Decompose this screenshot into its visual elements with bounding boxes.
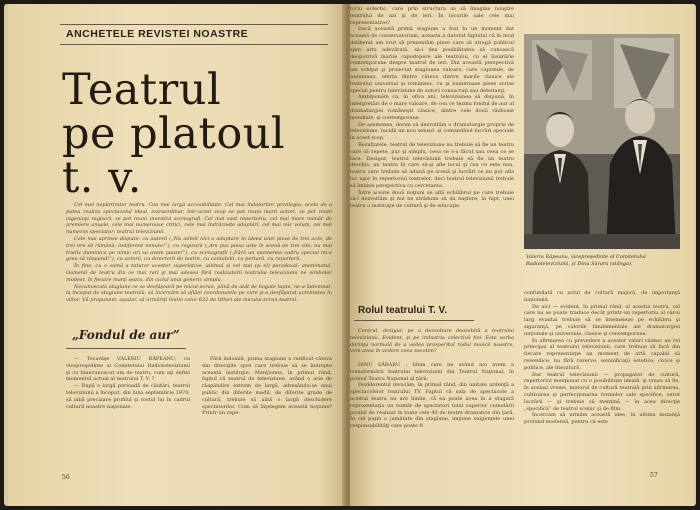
paragraph: Centrul, desigur, pe a dezvoltare deosebită a teatrului televiziunii. Evident, şi pe industria colectivă fiei. Este vorba dorinţa normală de a vedea prosperitul rodul muncii noastre, vom avea în vedere ceea socotim? — [350, 328, 514, 355]
paragraph: toriu eclectic, care prin structura sa să îmagine noaştre teatrului de azi şi de ieri. În locurile sale cele mai reprezentative? — [350, 6, 514, 26]
paragraph: Dacă această primă stagiune a fost la un moment dat această de conservatorism, aceasta a datorat faptului că în mod deliberat am vrut să prezentăm piese care să atragă publicul spre arta adevărată, să-i dea posibilitatea să cunoască deopotrivă marile capodopere ale teatrului, cu el însurărie contemporane despre teatrul de ieri. Din această perspectivă am schiţat şi proiectat stagiunea valoare, care cuprinde, de asemenea, oferta dintre câteva dintre marile clasice ale teatrului universal şi românesc, cu şi numeroase piese scrise special pentru televiziune de autori consacraţi sau debutanţi. — [350, 26, 514, 94]
intro-paragraph: Cele mai aprinse dispute: cu autorii („Nu admit nici o adaptare în ideea unei piese de trei acte, de trei ore să rămână, indiferent minute!”), cu regizorii („Am pus piesa aste în scenă de trei zile, nu mai tradiv duminica pe nimic ori sa avem pauze!”), cu scenografii („Fără un asemenea cadru special mi-e greu să răspund!”), cu actorii, cu directorii de teatre, cu contabilii, cu portarii, cu reporterii. — [66, 235, 332, 263]
paragraph: Fără îndoială, prima stagiune a ratificat câteva din direcţiile spre care trebuie să se îndrepte această instituţie. Menţionez, în primul rând, faptul că teatrul de televiziune, având o arie de răspândire extrem de largă, adresându-se unui public din diferite medii, de diferite grade de cultură, trebuie să aibă o largă deschidere spectatorilor. Cum să înţelegem această noţiune? Printr-un repe- — [202, 356, 332, 417]
article-photo — [524, 34, 680, 249]
right-column-2 — [524, 290, 680, 426]
left-column-2 — [202, 356, 332, 417]
title-line-2: pe platoul — [62, 109, 286, 159]
paragraph: De aici — evident, în primul rând, al acestui teatru, cel care nu se poate traduce decât printr-un repertoriu al cărui larg evantai trebuie să se întemeieze pe echilibru şi siguranţă, pe valorile fundamentale ale dramaturgiei naţionale şi universale, clasice şi contemporane. — [524, 303, 680, 337]
paragraph: Încercăm să urmăm această idee, în ultima instanţă profund modernă, pentru că este — [524, 412, 680, 426]
section-rule — [66, 348, 186, 349]
right-column-1-bottom-cont — [350, 362, 514, 430]
photo-illustration — [524, 34, 680, 249]
paragraph: confundată cu actul de cultură majoră, de importanţă naţională. — [524, 290, 680, 303]
rubric-heading: ANCHETELE REVISTEI NOASTRE — [66, 28, 249, 40]
paragraph: — După o largă perioadă de căutări, teatrul televiziunii a început, din luna septembrie 1970, să aibă precizare profilul şi rostul lui în cadrul culturii noastre naţionale. — [66, 383, 190, 410]
magazine-spread — [4, 4, 696, 506]
paragraph: Rezultatele, teatrul de televiziune nu trebuie să fie un teatru care să repete, pur şi simplu, ceea ce s-a făcut sau ceea ce se face. Desigur, teatrul televiziunii trebuie să fie un teatru deschis, un teatru în care să-şi afle locul şi cea ce este nou, teatru care trebuie să adună pe scenă şi lucrări ce nu pot afla loc uşor în repertoriul teatrelor, deci teatrul televiziunii trebuie să îmbine perspectiva cu cercetarea. — [350, 141, 514, 189]
title-line-3: t. v. — [62, 153, 142, 203]
intro-paragraph: Necunoscuta stagiune ce se desfăşoară pe micul ecran, plină de atât de bogate lupte, ne-a îndemnat, la început de stagiune teatrală, să încercăm să aflăm coordonatele pe care şi-a desfăşurat activitatea în viitor. Vă propunem, aşadar, să urmăriţi liniile celor 632 de titluri ale micului ecran teatral. — [66, 283, 332, 304]
paragraph: DINU SĂRARU : Idem care ne având noi avem a transformării teatrului televiziunii din Teatrul Naţional, în primul Teatru Naţional al ţării. — [350, 362, 514, 382]
section-rule — [354, 320, 474, 321]
article-title — [62, 65, 286, 203]
page-number-right: 57 — [650, 472, 658, 479]
paragraph: Dar teatrul televiziunii — propagator de cultură, repertoriul menţionat cu o posibilitate ideală, şi vreau să fie, în același vreme, motorul de cultură teatrală prin afirmarea, cultivarea şi perfecţionarea formelor sale specifice, cerut lucrării — şi trebuie să menţină — în acea direcţie „specifică” de teatrul scenic şi de film. — [524, 371, 680, 412]
rubric-bottom-rule — [60, 44, 328, 45]
photo-caption: Valeriu Răpeanu, vicepreşedinte al Comitetului Radioteleviziunii, şi Dinu Săraru (stânga). — [526, 254, 646, 267]
left-page — [8, 4, 346, 506]
paragraph: În afirmarea cu prevedere a acestor valori vădesc un rol principal al teatrului televiziunii, care trebuie să facă din fiecare reprezentaţie un moment de artă capabil să revendice, nu fără rezerve, semnificaţii estetice, civice şi politice, ale literaturii. — [524, 337, 680, 371]
intro-text — [66, 202, 332, 304]
left-column-1 — [66, 356, 190, 410]
paragraph: Între aceste două noţiuni se află echilibrul pe care trebuie să-l dezvoltăm şi noi ne străduim să da naştere, în fapt, unei teatru o instituţie de cultură şi de educaţie. — [350, 189, 514, 210]
intro-paragraph: În fine, cu o sumă a tuturor acestor superlative, ultimul şi cel mai (şi el) paradoxal: anonimatul. Oamenii de teatru din ce mai rari şi mai adesea fără realizatorii teatrului televiziunii ne simbolec modest, în fiecare marţi seara, din ciclul unui generic simplu. — [66, 263, 332, 283]
paragraph: Deziderentul invocăm, în primul rând, din unitate ardenţă a spectacolelor teatrului TV. Faptul că sala de spectacole a acestui teatru nu are limite, că ea poate avea în a stugară reprezentaţia un număr de spectatori total superior cumulării posibil de realizat în toate cele 40 de teatre dramatice din ţară. În cel puţin o jumătate din stagiune, impune exigenţele unei responsabilităţi care poate fi — [350, 382, 514, 430]
title-line-1: Teatrul — [62, 65, 222, 115]
paragraph: Ambiţionăm ca, în ofiva ani, televiziunea să dispună, în interpretări de o mare valoare, de cea ce tezmu fondul de aur al dramaturgiei româneşti clasice, dintre cele două războaie mondiale, şi contemporane. — [350, 94, 514, 121]
paragraph: — Tovarăşe VALERIU RĂPEANU, cu vicepreşedinte al Comitetului Radioteleviziunii şi cu binecunoscut om de teatru, cum aţi defini momentul actual al teatrului T. V. ? — [66, 356, 190, 383]
page-number-left: 56 — [62, 474, 70, 481]
section-heading-fondul: „Fondul de aur” — [72, 328, 180, 342]
paragraph: De asemenea, dorim să dezvoltăm o dramaturgie proprie de televiziune, lucidă un nou sensul: şi comandând lucrări speciale în acest scop. — [350, 121, 514, 142]
intro-paragraph: Cel mai nepărtinitor teatru. Cea mai largă accesibilitate. Cel mai îndatoritor privilegiu: acela de a putea realiza spectacolul ideal, extraordinar, într-acest scop se pot reuni marii actori, se pot reuni ingenioşi regizori, se pot reuni inventivi scenografi. Cel mai vast repertoriu, cel mai mare număr de premiere anuale, cele mai numeroase critici, cele mai îndrăznețe adaptări, cel mai mic volum, cel mai numeros spectator: teatrul televiziunii. — [66, 202, 332, 236]
rubric-top-rule — [60, 24, 328, 25]
right-column-1-bottom — [350, 328, 514, 355]
section-heading-rol: Rolul teatrului T. V. — [358, 305, 448, 316]
right-column-1-top — [350, 6, 514, 210]
